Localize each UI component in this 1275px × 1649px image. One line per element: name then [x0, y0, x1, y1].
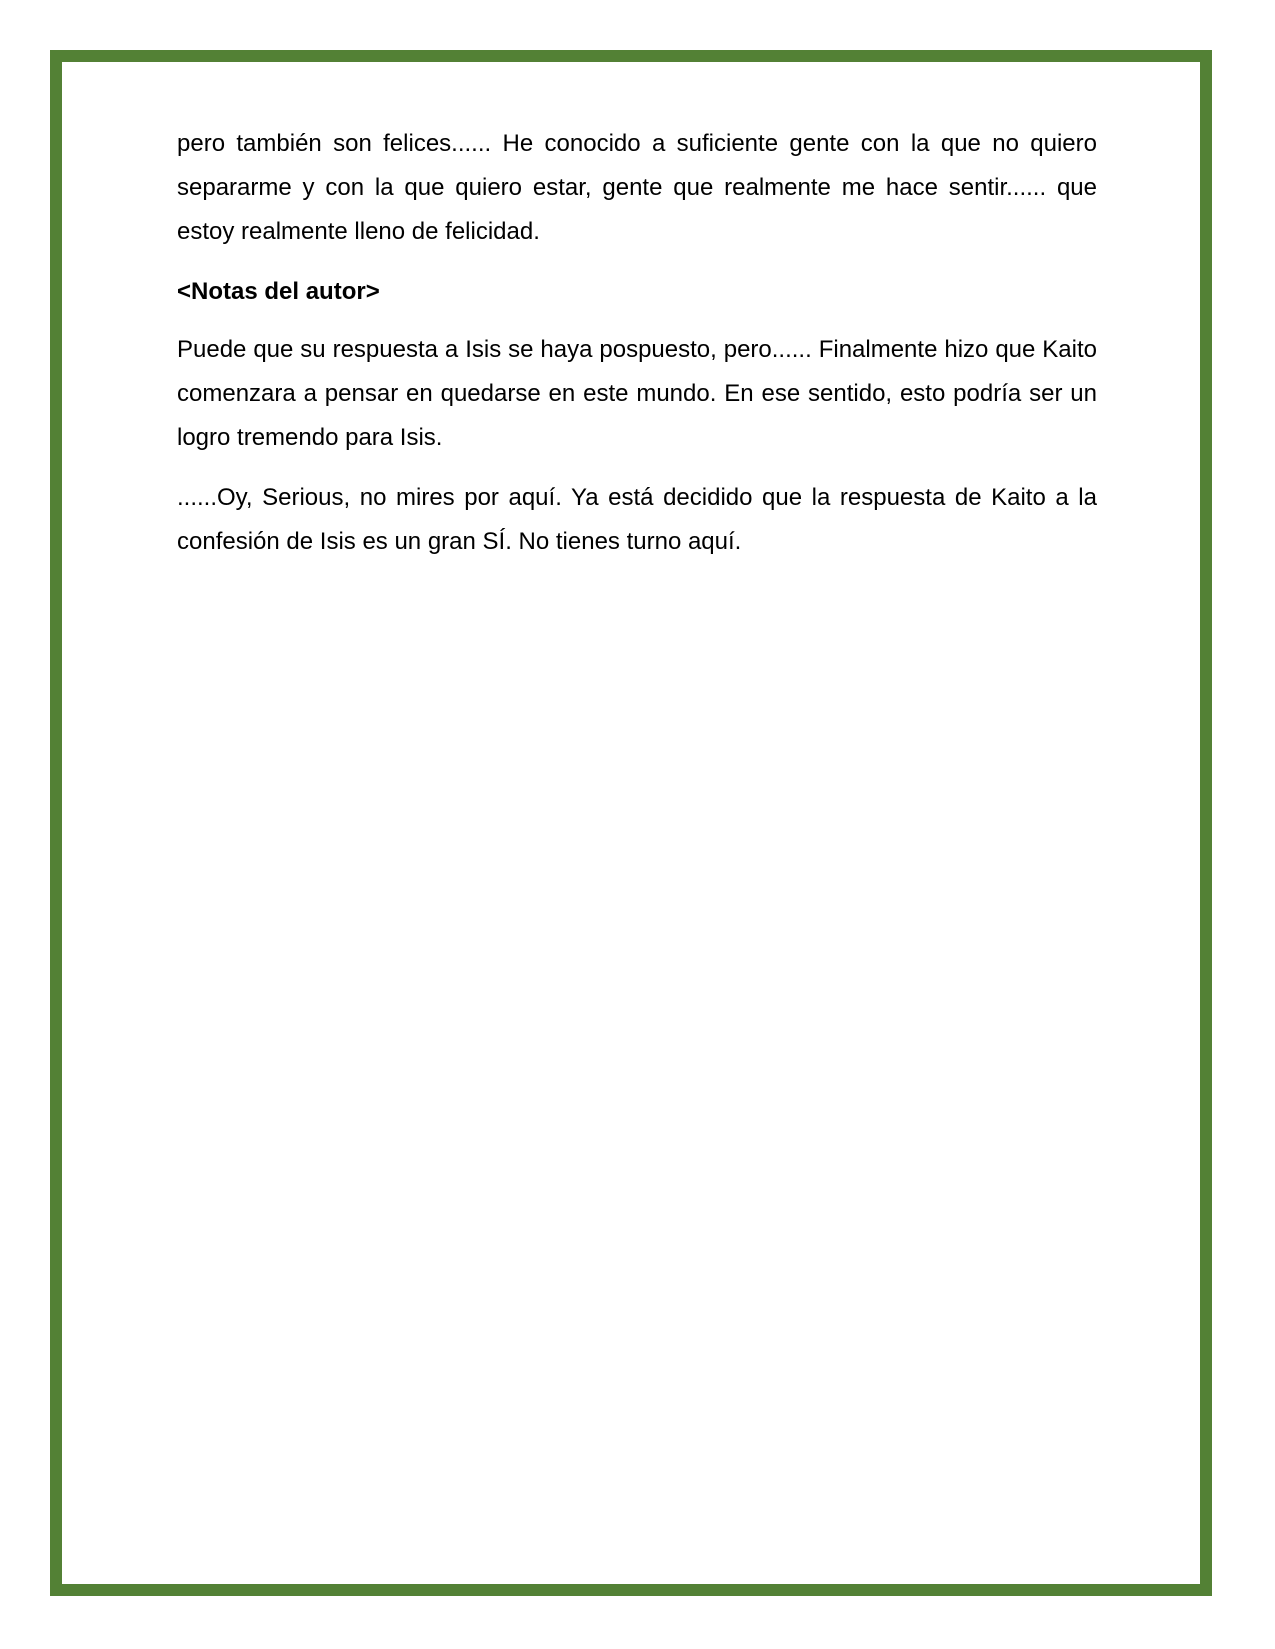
- author-notes-heading: <Notas del autor>: [177, 278, 380, 305]
- author-notes-paragraph: ......Oy, Serious, no mires por aquí. Ya está decidido que la respuesta de Kaito a la confesión de Isis es un gran SÍ. No tienes turno aquí.: [177, 484, 1097, 555]
- document-body: [177, 122, 1097, 580]
- body-paragraph: pero también son felices...... He conocido a suficiente gente con la que no quiero separarme y con la que quiero estar, gente que realmente me hace sentir...... que estoy realmente lleno de felicidad.: [177, 130, 1097, 245]
- author-notes-paragraph: Puede que su respuesta a Isis se haya pospuesto, pero...... Finalmente hizo que Kaito comenzara a pensar en quedarse en este mundo. En ese sentido, esto podría ser un logro tremendo para Isis.: [177, 336, 1097, 451]
